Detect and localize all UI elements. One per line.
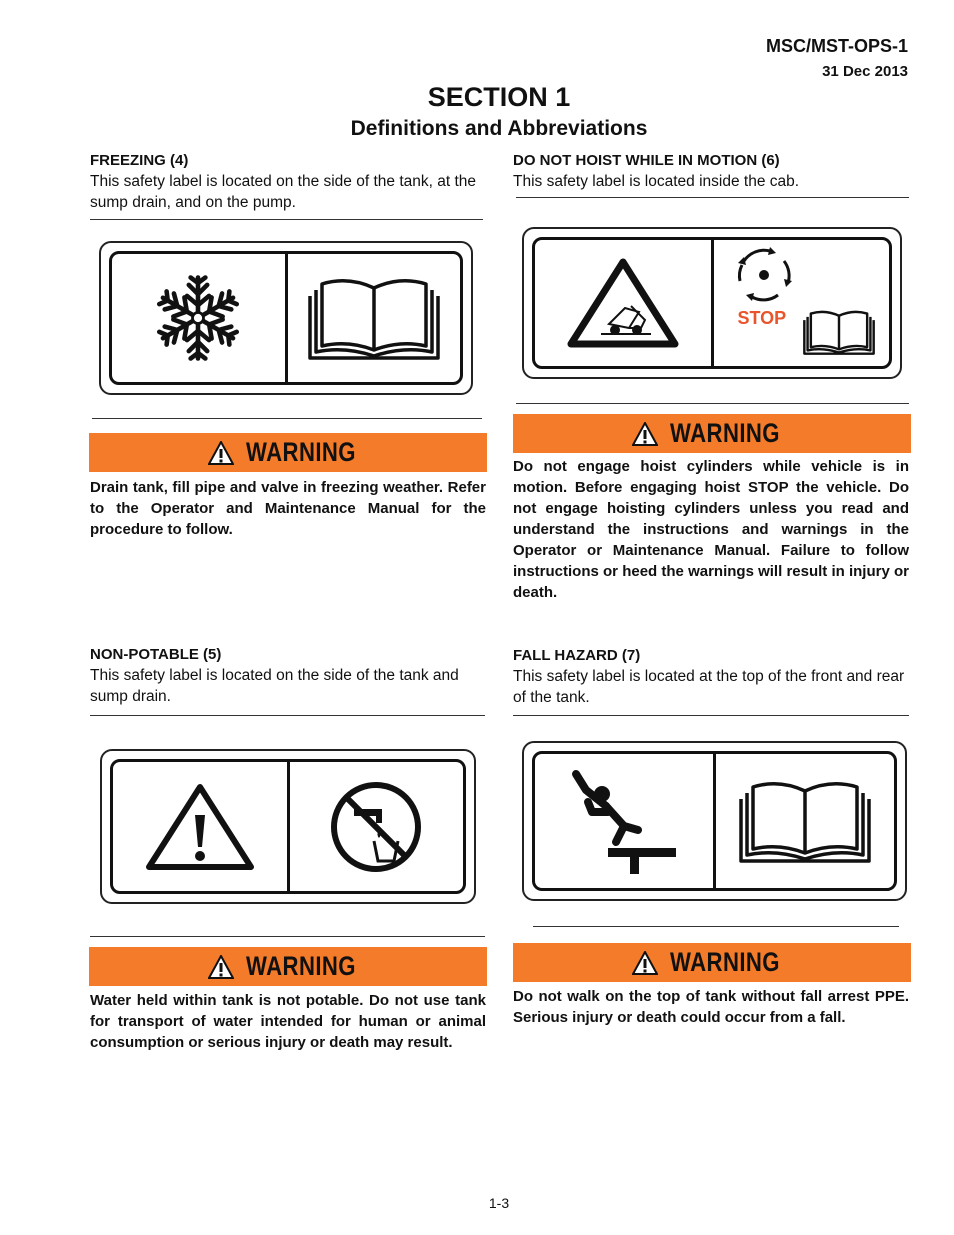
rotation-stop-icon xyxy=(732,246,796,304)
divider xyxy=(516,197,909,198)
freezing-safety-label xyxy=(99,241,473,395)
no-drinking-water-icon xyxy=(287,762,464,891)
fall-hazard-safety-label xyxy=(522,741,907,901)
exclamation-warning-icon xyxy=(113,762,287,891)
manual-book-icon xyxy=(285,254,461,382)
divider xyxy=(513,715,909,716)
freezing-label-section xyxy=(90,150,486,213)
hoist-safety-label xyxy=(522,227,902,379)
freezing-warning-text: Drain tank, fill pipe and valve in freezing weather. Refer to the Operator and Maintenance Manual for the procedure to follow. xyxy=(90,479,486,538)
document-id: MSC/MST-OPS-1 xyxy=(765,36,908,56)
warning-word: WARNING xyxy=(670,418,780,448)
freezing-description: This safety label is located on the side of the tank, at the sump drain, and on the pump. xyxy=(90,173,477,211)
hoist-heading: DO NOT HOIST WHILE IN MOTION (6) xyxy=(513,152,780,169)
hoist-stop-panel xyxy=(711,240,890,366)
fall-hazard-heading: FALL HAZARD (7) xyxy=(513,647,641,664)
fall-hazard-label-section xyxy=(513,645,909,708)
hoist-label-section xyxy=(513,150,909,192)
snowflake-icon xyxy=(112,254,285,382)
page-number: 1-3 xyxy=(488,1195,510,1211)
tipping-truck-warning-icon xyxy=(535,240,711,366)
section-title: SECTION 1 xyxy=(427,82,571,112)
non-potable-description: This safety label is located on the side of the tank and sump drain. xyxy=(90,667,459,705)
divider xyxy=(90,219,483,220)
warning-word: WARNING xyxy=(246,951,356,981)
warning-banner xyxy=(89,947,487,986)
hoist-warning-text: Do not engage hoist cylinders while vehicle is in motion. Before engaging hoist STOP the vehicle. Do not engage hoisting cylinders unless you read and understand the instructions and warnings in the Operator or Maintenance Manual. Failure to follow instructions or heed the warnings will result in injury or death. xyxy=(513,458,909,601)
falling-person-icon xyxy=(535,754,713,888)
warning-triangle-icon xyxy=(632,422,658,446)
warning-triangle-icon xyxy=(632,951,658,975)
non-potable-safety-label xyxy=(100,749,476,904)
non-potable-warning-text: Water held within tank is not potable. Do not use tank for transport of water intended for human or animal consumption or serious injury or death may result. xyxy=(90,992,486,1051)
warning-word: WARNING xyxy=(246,437,356,467)
fall-hazard-warning-text: Do not walk on the top of tank without fall arrest PPE. Serious injury or death could occur from a fall. xyxy=(513,988,909,1026)
section-subtitle: Definitions and Abbreviations xyxy=(350,117,648,140)
hoist-description: This safety label is located inside the cab. xyxy=(513,173,800,190)
warning-banner xyxy=(89,433,487,472)
non-potable-heading: NON-POTABLE (5) xyxy=(90,646,222,663)
warning-triangle-icon xyxy=(208,955,234,979)
warning-banner xyxy=(513,943,911,982)
divider xyxy=(533,926,899,927)
fall-hazard-description: This safety label is located at the top of the front and rear of the tank. xyxy=(513,668,905,706)
document-date: 31 Dec 2013 xyxy=(822,63,908,80)
freezing-heading: FREEZING (4) xyxy=(90,152,189,169)
warning-word: WARNING xyxy=(670,947,780,977)
manual-book-icon xyxy=(799,306,879,358)
warning-banner xyxy=(513,414,911,453)
warning-triangle-icon xyxy=(208,441,234,465)
divider xyxy=(516,403,909,404)
divider xyxy=(90,715,485,716)
non-potable-label-section xyxy=(90,644,486,707)
stop-text: STOP xyxy=(737,308,787,328)
manual-book-icon xyxy=(713,754,894,888)
divider xyxy=(92,418,482,419)
divider xyxy=(90,936,485,937)
